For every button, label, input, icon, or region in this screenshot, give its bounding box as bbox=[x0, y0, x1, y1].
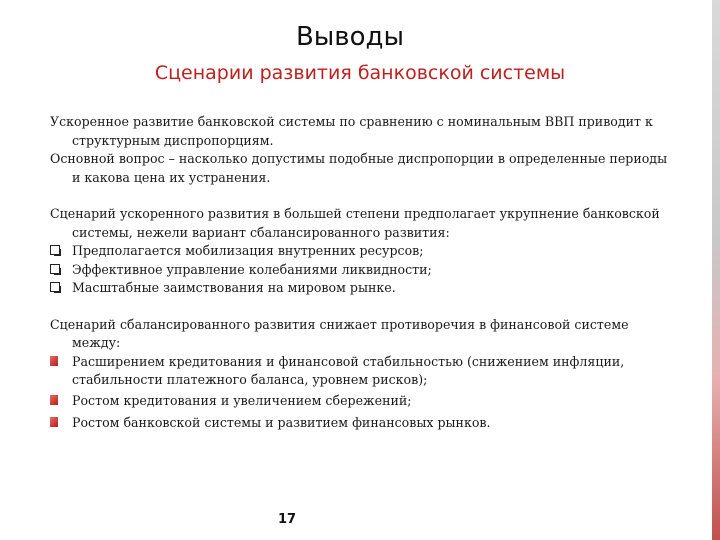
list-item-text: Предполагается мобилизация внутренних ресурсов; bbox=[72, 243, 424, 258]
checkbox-bullet-icon bbox=[50, 245, 60, 255]
list-item-text: Эффективное управление колебаниями ликвидности; bbox=[72, 261, 432, 277]
list-item bbox=[50, 279, 675, 298]
accelerated-scenario-lead: Сценарий ускоренного развития в большей степени предполагает укрупнение банковской системы, нежели вариант сбалансированного развития: bbox=[50, 206, 660, 240]
spacer bbox=[50, 187, 675, 205]
list-item-text: Расширением кредитования и финансовой стабильностью (снижением инфляции, стабильности платежного баланса, уровнем рисков); bbox=[72, 353, 625, 387]
spacer bbox=[50, 298, 675, 316]
slide-title: Выводы bbox=[295, 22, 405, 52]
red-square-bullet-icon bbox=[50, 356, 58, 366]
slide-content bbox=[50, 113, 675, 433]
page-number: 17 bbox=[277, 512, 297, 527]
list-item-text: Масштабные заимствования на мировом рынке. bbox=[72, 280, 396, 295]
list-item bbox=[50, 242, 675, 261]
checkbox-bullet-icon bbox=[50, 282, 60, 292]
list-item bbox=[50, 414, 675, 433]
intro-paragraph-1: Ускоренное развитие банковской системы по сравнению с номинальным ВВП приводит к структурным диспропорциям. bbox=[50, 114, 653, 148]
list-item-text: Ростом банковской системы и развитием финансовых рынков. bbox=[72, 415, 491, 430]
slide-subtitle: Сценарии развития банковской системы bbox=[154, 62, 566, 84]
list-item bbox=[50, 353, 675, 390]
red-square-bullet-icon bbox=[50, 395, 58, 405]
list-item bbox=[50, 392, 675, 411]
red-square-bullet-icon bbox=[50, 417, 58, 427]
list-item bbox=[50, 261, 675, 280]
list-item-text: Ростом кредитования и увеличением сбережений; bbox=[72, 392, 412, 408]
balanced-scenario-lead: Сценарий сбалансированного развития снижает противоречия в финансовой системе между: bbox=[50, 316, 629, 350]
checkbox-bullet-icon bbox=[50, 264, 60, 274]
intro-paragraph-2: Основной вопрос – насколько допустимы подобные диспропорции в определенные периоды и какова цена их устранения. bbox=[50, 151, 668, 185]
